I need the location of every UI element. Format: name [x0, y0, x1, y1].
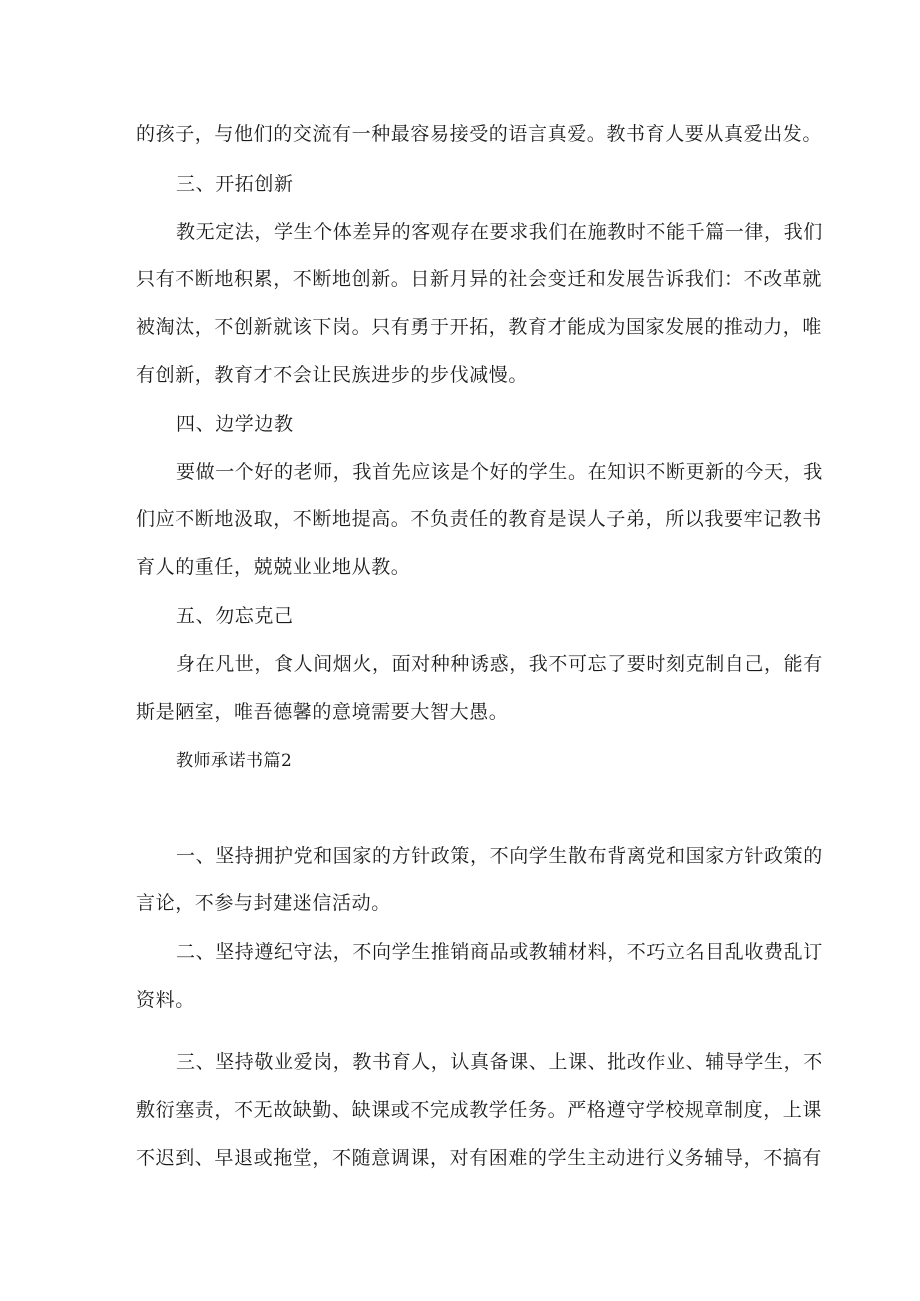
paragraph-line: 教无定法，学生个体差异的客观存在要求我们在施教时不能千篇一律，我们	[176, 221, 823, 243]
paragraph-line: 不迟到、早退或拖堂，不随意调课，对有困难的学生主动进行义务辅导，不搞有	[136, 1147, 823, 1169]
paragraph-line: 敷衍塞责，不无故缺勤、缺课或不完成教学任务。严格遵守学校规章制度，上课	[136, 1099, 823, 1121]
paragraph-line: 育人的重任，兢兢业业地从教。	[136, 556, 411, 578]
paragraph-line: 要做一个好的老师，我首先应该是个好的学生。在知识不断更新的今天，我	[176, 461, 823, 483]
section-heading-innovation: 三、开拓创新	[176, 173, 294, 195]
paragraph-line: 被淘汰，不创新就该下岗。只有勇于开拓，教育才能成为国家发展的推动力，唯	[136, 316, 823, 338]
paragraph-line: 二、坚持遵纪守法，不向学生推销商品或教辅材料，不巧立名目乱收费乱订	[176, 941, 823, 963]
paragraph-line: 斯是陋室，唯吾德馨的意境需要大智大愚。	[136, 701, 509, 723]
document-subtitle: 教师承诺书篇2	[176, 751, 293, 771]
paragraph-line: 身在凡世，食人间烟火，面对种种诱惑，我不可忘了要时刻克制自己，能有	[176, 653, 823, 675]
paragraph-line: 有创新，教育才不会让民族进步的步伐减慢。	[136, 364, 529, 386]
paragraph-line: 的孩子，与他们的交流有一种最容易接受的语言真爱。教书育人要从真爱出发。	[136, 123, 823, 145]
section-heading-self-restraint: 五、勿忘克己	[176, 605, 294, 627]
paragraph-line: 言论，不参与封建迷信活动。	[136, 892, 391, 914]
paragraph-line: 只有不断地积累，不断地创新。日新月异的社会变迁和发展告诉我们：不改革就	[136, 268, 823, 290]
section-heading-learn-and-teach: 四、边学边教	[176, 413, 294, 435]
paragraph-line: 们应不断地汲取，不断地提高。不负责任的教育是误人子弟，所以我要牢记教书	[136, 508, 823, 530]
paragraph-line: 资料。	[136, 989, 195, 1011]
paragraph-line: 三、坚持敬业爱岗，教书育人，认真备课、上课、批改作业、辅导学生，不	[176, 1051, 823, 1073]
paragraph-line: 一、坚持拥护党和国家的方针政策，不向学生散布背离党和国家方针政策的	[176, 845, 823, 867]
